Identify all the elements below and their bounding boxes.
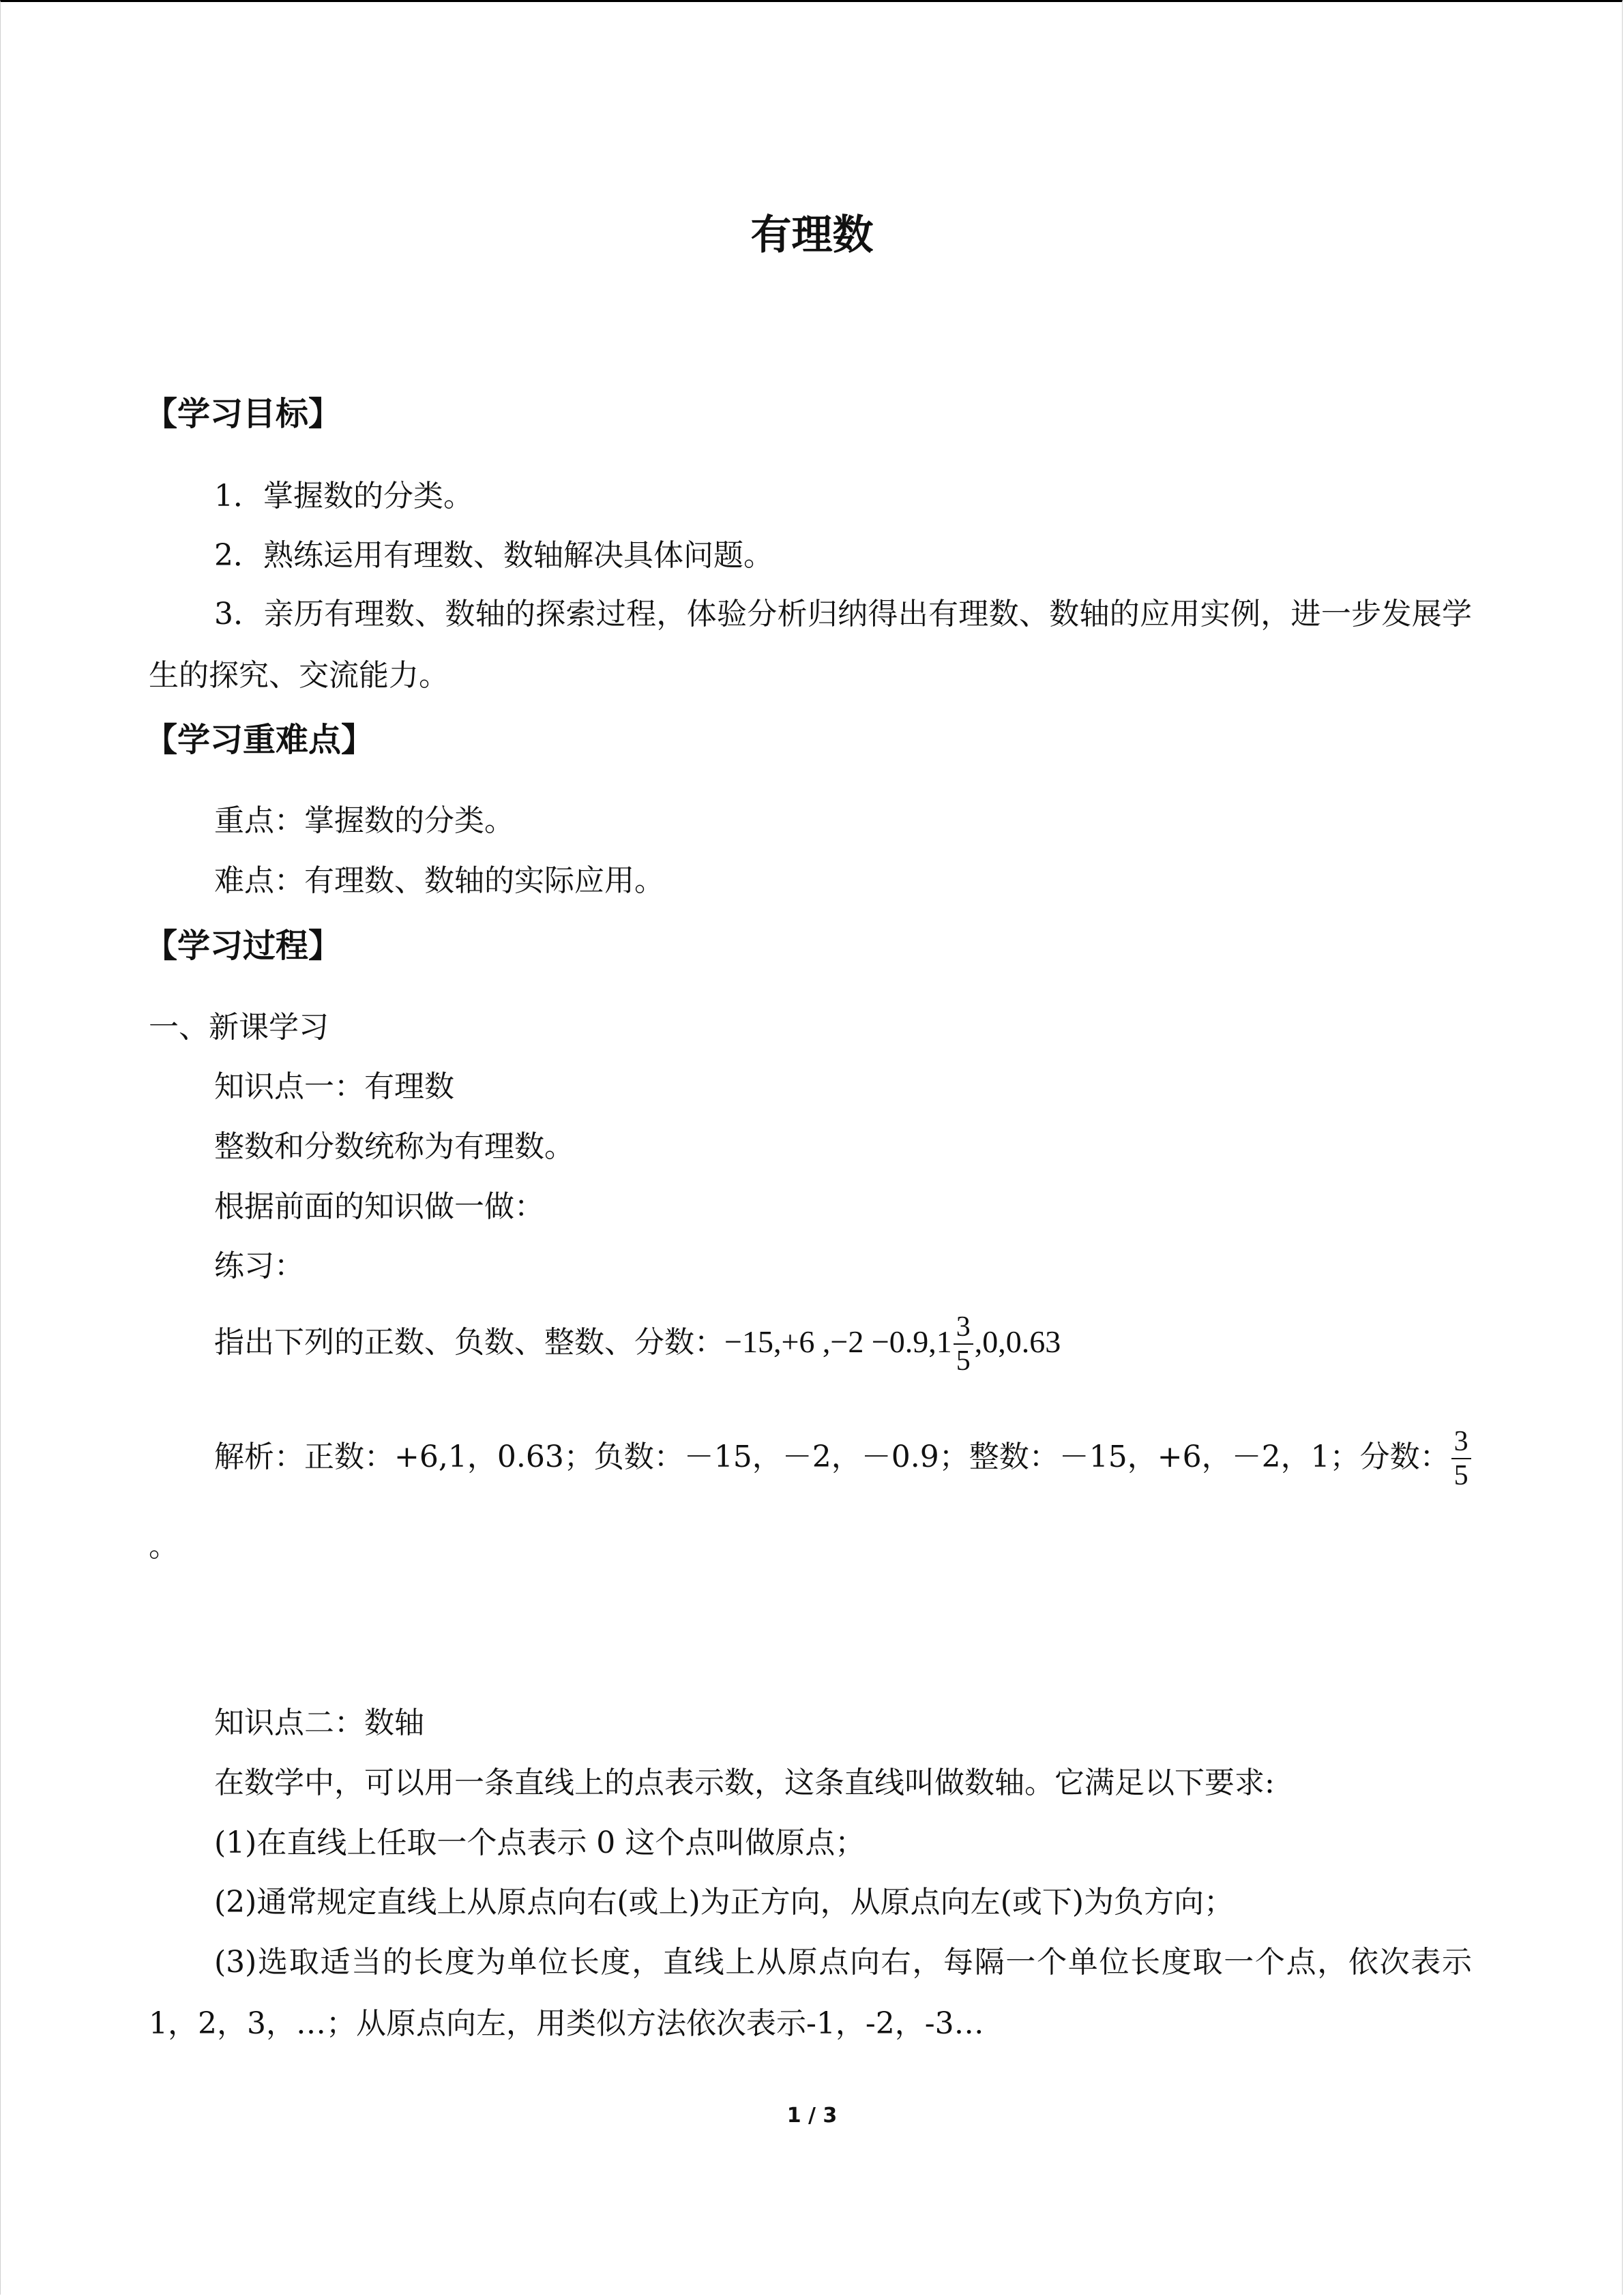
exercise-question-text: 指出下列的正数、负数、整数、分数： <box>214 1324 724 1360</box>
objectives-heading: 【学习目标】 <box>145 395 342 433</box>
exercise-number-list: −15,+6 ,−2 −0.9,1 <box>724 1324 952 1359</box>
number-line-definition: 在数学中，可以用一条直线上的点表示数，这条直线叫做数轴。它满足以下要求: <box>214 1765 1275 1800</box>
difficulty-text: 难点：有理数、数轴的实际应用。 <box>214 863 664 898</box>
key-point-text: 重点：掌握数的分类。 <box>214 803 514 838</box>
practice-prompt: 根据前面的知识做一做： <box>214 1189 544 1224</box>
knowledge-point-2-title: 知识点二：数轴 <box>214 1705 424 1740</box>
number-line-rule-3: (3)选取适当的长度为单位长度，直线上从原点向右，每隔一个单位长度取一个点，依次表示 1，2，3，…；从原点向左，用类似方法依次表示-1，-2，-3… <box>149 1945 1472 2041</box>
answer-fraction-denominator: 5 <box>1453 1460 1468 1492</box>
answer-fraction-numerator: 3 <box>1453 1426 1468 1457</box>
page-number: 1 / 3 <box>786 2104 838 2128</box>
key-points-heading: 【学习重难点】 <box>145 721 374 759</box>
new-lesson-title: 一、新课学习 <box>149 1010 329 1045</box>
exercise-answer <box>214 1425 1473 1493</box>
objective-item-2: 2．熟练运用有理数、数轴解决具体问题。 <box>214 538 773 573</box>
exercise-label: 练习： <box>214 1249 304 1283</box>
rational-number-definition: 整数和分数统称为有理数。 <box>214 1129 574 1164</box>
exercise-number-list-end: ,0,0.63 <box>974 1324 1061 1359</box>
process-heading: 【学习过程】 <box>145 927 342 965</box>
knowledge-point-1-title: 知识点一：有理数 <box>214 1069 454 1104</box>
answer-end-mark: 。 <box>149 1529 179 1564</box>
exercise-fraction-denominator: 5 <box>956 1345 971 1377</box>
objective-item-1: 1．掌握数的分类。 <box>214 479 473 513</box>
objective-item-3: 3．亲历有理数、数轴的探索过程，体验分析归纳得出有理数、数轴的应用实例，进一步发展学生的探究、交流能力。 <box>149 597 1472 693</box>
exercise-fraction-numerator: 3 <box>956 1311 971 1343</box>
exercise-fraction <box>954 1311 973 1378</box>
number-line-rule-2: (2)通常规定直线上从原点向右(或上)为正方向，从原点向左(或下)为负方向； <box>214 1885 1234 1920</box>
exercise-question <box>214 1311 1061 1378</box>
exercise-answer-text: 解析：正数：+6,1，0.63；负数：－15，－2，－0.9；整数：－15，+6，－2，1；分数： <box>214 1439 1450 1474</box>
answer-fraction <box>1451 1425 1471 1493</box>
document-title: 有理数 <box>750 211 874 259</box>
number-line-rule-1: (1)在直线上任取一个点表示 0 这个点叫做原点； <box>214 1825 866 1860</box>
